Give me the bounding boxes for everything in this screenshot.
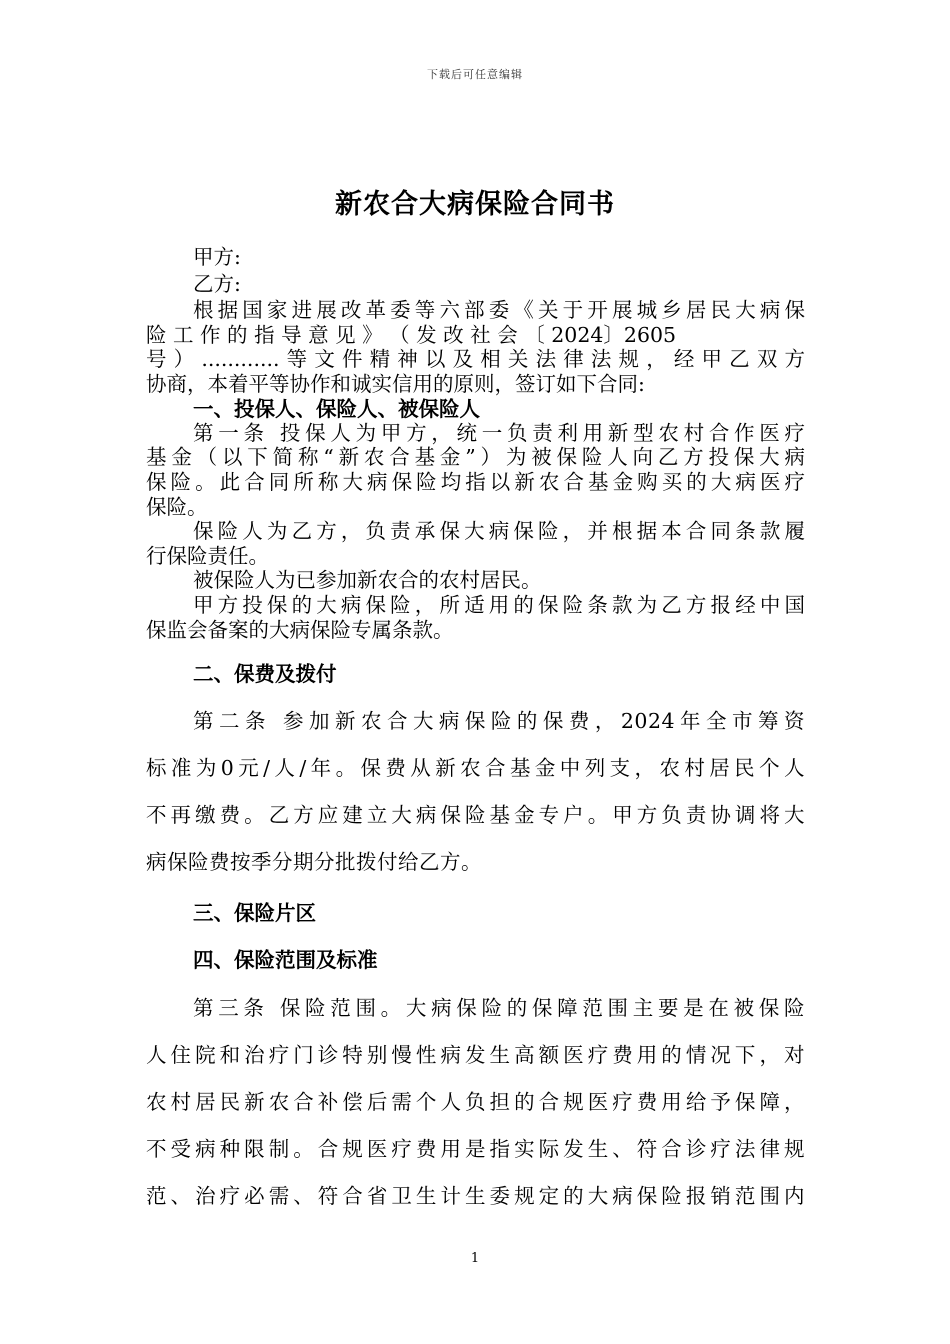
- party-b-label: 乙方:: [193, 272, 241, 296]
- preamble-line: 协商，本着平等协作和诚实信用的原则，签订如下合同:: [146, 372, 645, 396]
- party-a-label: 甲方:: [193, 245, 241, 269]
- section-heading-3: 三、保险片区: [193, 901, 316, 925]
- article-2-line: 第二条 参加新农合大病保险的保费，2024年全市筹资: [193, 709, 805, 733]
- insurer-para-line: 保险人为乙方，负责承保大病保险，并根据本合同条款履: [193, 519, 805, 543]
- insurer-para-line: 行保险责任。: [146, 544, 269, 568]
- document-title: 新农合大病保险合同书: [335, 189, 615, 220]
- article-1-line: 基金（以下简称“新农合基金”）为被保险人向乙方投保大病: [146, 445, 805, 469]
- article-3-line: 第三条 保险范围。大病保险的保障范围主要是在被保险: [193, 996, 805, 1020]
- article-1-line: 保险。此合同所称大病保险均指以新农合基金购买的大病医疗: [146, 470, 805, 494]
- article-3-line: 农村居民新农合补偿后需个人负担的合规医疗费用给予保障，: [146, 1090, 805, 1114]
- article-2-line: 病保险费按季分期分批拨付给乙方。: [146, 850, 482, 874]
- section-heading-1: 一、投保人、保险人、被保险人: [193, 397, 480, 421]
- terms-para-line: 甲方投保的大病保险，所适用的保险条款为乙方报经中国: [193, 593, 805, 617]
- insured-para: 被保险人为已参加新农合的农村居民。: [193, 568, 542, 592]
- article-3-line: 范、治疗必需、符合省卫生计生委规定的大病保险报销范围内: [146, 1184, 805, 1208]
- article-3-line: 人住院和治疗门诊特别慢性病发生高额医疗费用的情况下，对: [146, 1043, 805, 1067]
- section-heading-4: 四、保险范围及标准: [193, 948, 378, 972]
- article-2-line: 标准为0元/人/年。保费从新农合基金中列支，农村居民个人: [146, 756, 805, 780]
- article-1-line: 第一条 投保人为甲方，统一负责利用新型农村合作医疗: [193, 421, 805, 445]
- preamble-line: 根据国家进展改革委等六部委《关于开展城乡居民大病保: [193, 298, 805, 322]
- article-3-line: 不受病种限制。合规医疗费用是指实际发生、符合诊疗法律规: [146, 1137, 805, 1161]
- article-1-line: 保险。: [146, 495, 208, 519]
- page-number: 1: [470, 1251, 480, 1266]
- terms-para-line: 保监会备案的大病保险专属条款。: [146, 618, 454, 642]
- section-heading-2: 二、保费及拨付: [193, 662, 337, 686]
- preamble-line: 险 工 作 的 指 导 意 见 》 （ 发 改 社 会 〔 2024〕2605: [146, 323, 677, 347]
- preamble-line: 号）............等文件精神以及相关法律法规，经甲乙双方: [146, 347, 805, 371]
- header-note: 下载后可任意编辑: [427, 68, 523, 81]
- article-2-line: 不再缴费。乙方应建立大病保险基金专户。甲方负责协调将大: [146, 803, 805, 827]
